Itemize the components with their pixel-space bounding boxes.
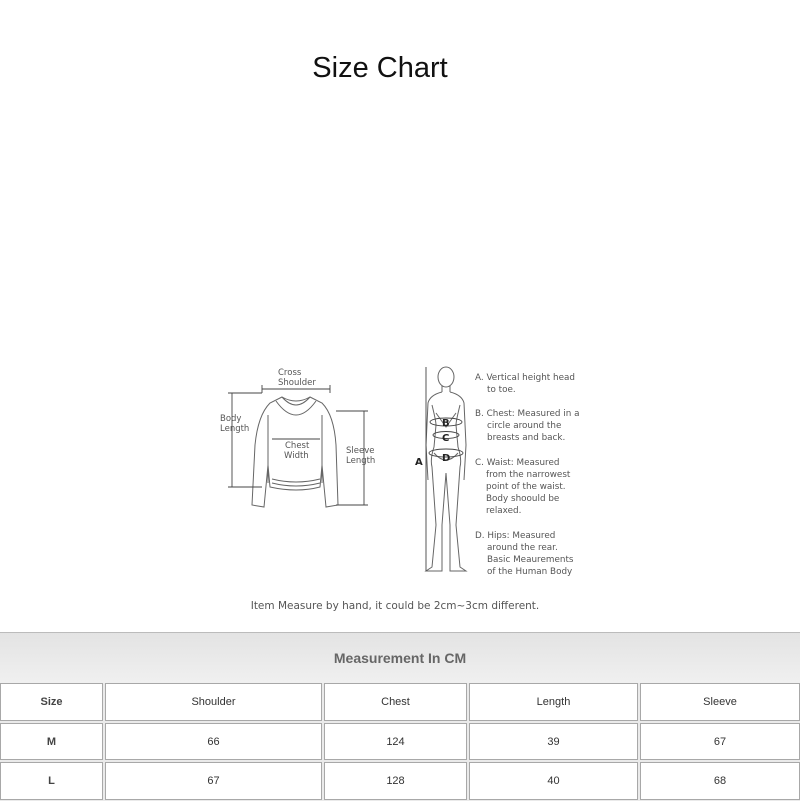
label-cross-shoulder-2: Shoulder: [278, 378, 316, 388]
note-line: of the Human Body: [487, 567, 573, 577]
table-cell-shoulder: 67: [105, 762, 322, 800]
table-cell-chest: 128: [324, 762, 467, 800]
measure-disclaimer: Item Measure by hand, it could be 2cm~3cm different.: [250, 600, 540, 612]
body-letter-c: C: [442, 433, 450, 444]
body-letter-b: B: [442, 418, 450, 429]
label-body-length-1: Body: [220, 414, 242, 424]
label-sleeve-length-2: Length: [346, 456, 376, 466]
column-header-size: Size: [0, 683, 103, 721]
note-line: D. Hips: Measured: [475, 531, 556, 541]
column-header-sleeve: Sleeve: [640, 683, 800, 721]
label-sleeve-length-1: Sleeve: [346, 446, 375, 456]
label-chest-width-2: Width: [284, 451, 309, 461]
body-letter-d: D: [442, 453, 451, 464]
measurement-diagram: [0, 355, 800, 625]
note-line: around the rear.: [487, 543, 558, 553]
table-cell-chest: 124: [324, 723, 467, 760]
page-title: Size Chart: [312, 52, 448, 84]
note-line: to toe.: [487, 385, 516, 395]
measurement-illustration: [0, 355, 800, 625]
label-body-length-2: Length: [220, 424, 250, 434]
table-cell-size: M: [0, 723, 103, 760]
table-heading: Measurement In CM: [0, 633, 800, 683]
note-line: from the narrowest: [486, 470, 571, 480]
table-cell-length: 40: [469, 762, 638, 800]
note-line: Body shoould be: [486, 494, 560, 504]
note-line: A. Vertical height head: [475, 373, 575, 383]
body-notes: [475, 373, 580, 577]
table-cell-size: L: [0, 762, 103, 800]
table-cell-shoulder: 66: [105, 723, 322, 760]
note-line: relaxed.: [486, 506, 522, 516]
column-header-chest: Chest: [324, 683, 467, 721]
human-figure: [426, 367, 466, 571]
table-cell-length: 39: [469, 723, 638, 760]
note-line: breasts and back.: [487, 433, 566, 443]
size-table: [0, 632, 800, 801]
body-letter-a: A: [415, 457, 423, 468]
column-header-length: Length: [469, 683, 638, 721]
note-line: Basic Meaurements: [487, 555, 574, 565]
note-line: C. Waist: Measured: [475, 458, 560, 468]
column-header-shoulder: Shoulder: [105, 683, 322, 721]
note-line: circle around the: [487, 421, 562, 431]
label-cross-shoulder-1: Cross: [278, 368, 302, 378]
note-line: B. Chest: Measured in a: [475, 409, 580, 419]
table-cell-sleeve: 67: [640, 723, 800, 760]
note-line: point of the waist.: [486, 482, 566, 492]
label-chest-width-1: Chest: [285, 441, 310, 451]
table-cell-sleeve: 68: [640, 762, 800, 800]
